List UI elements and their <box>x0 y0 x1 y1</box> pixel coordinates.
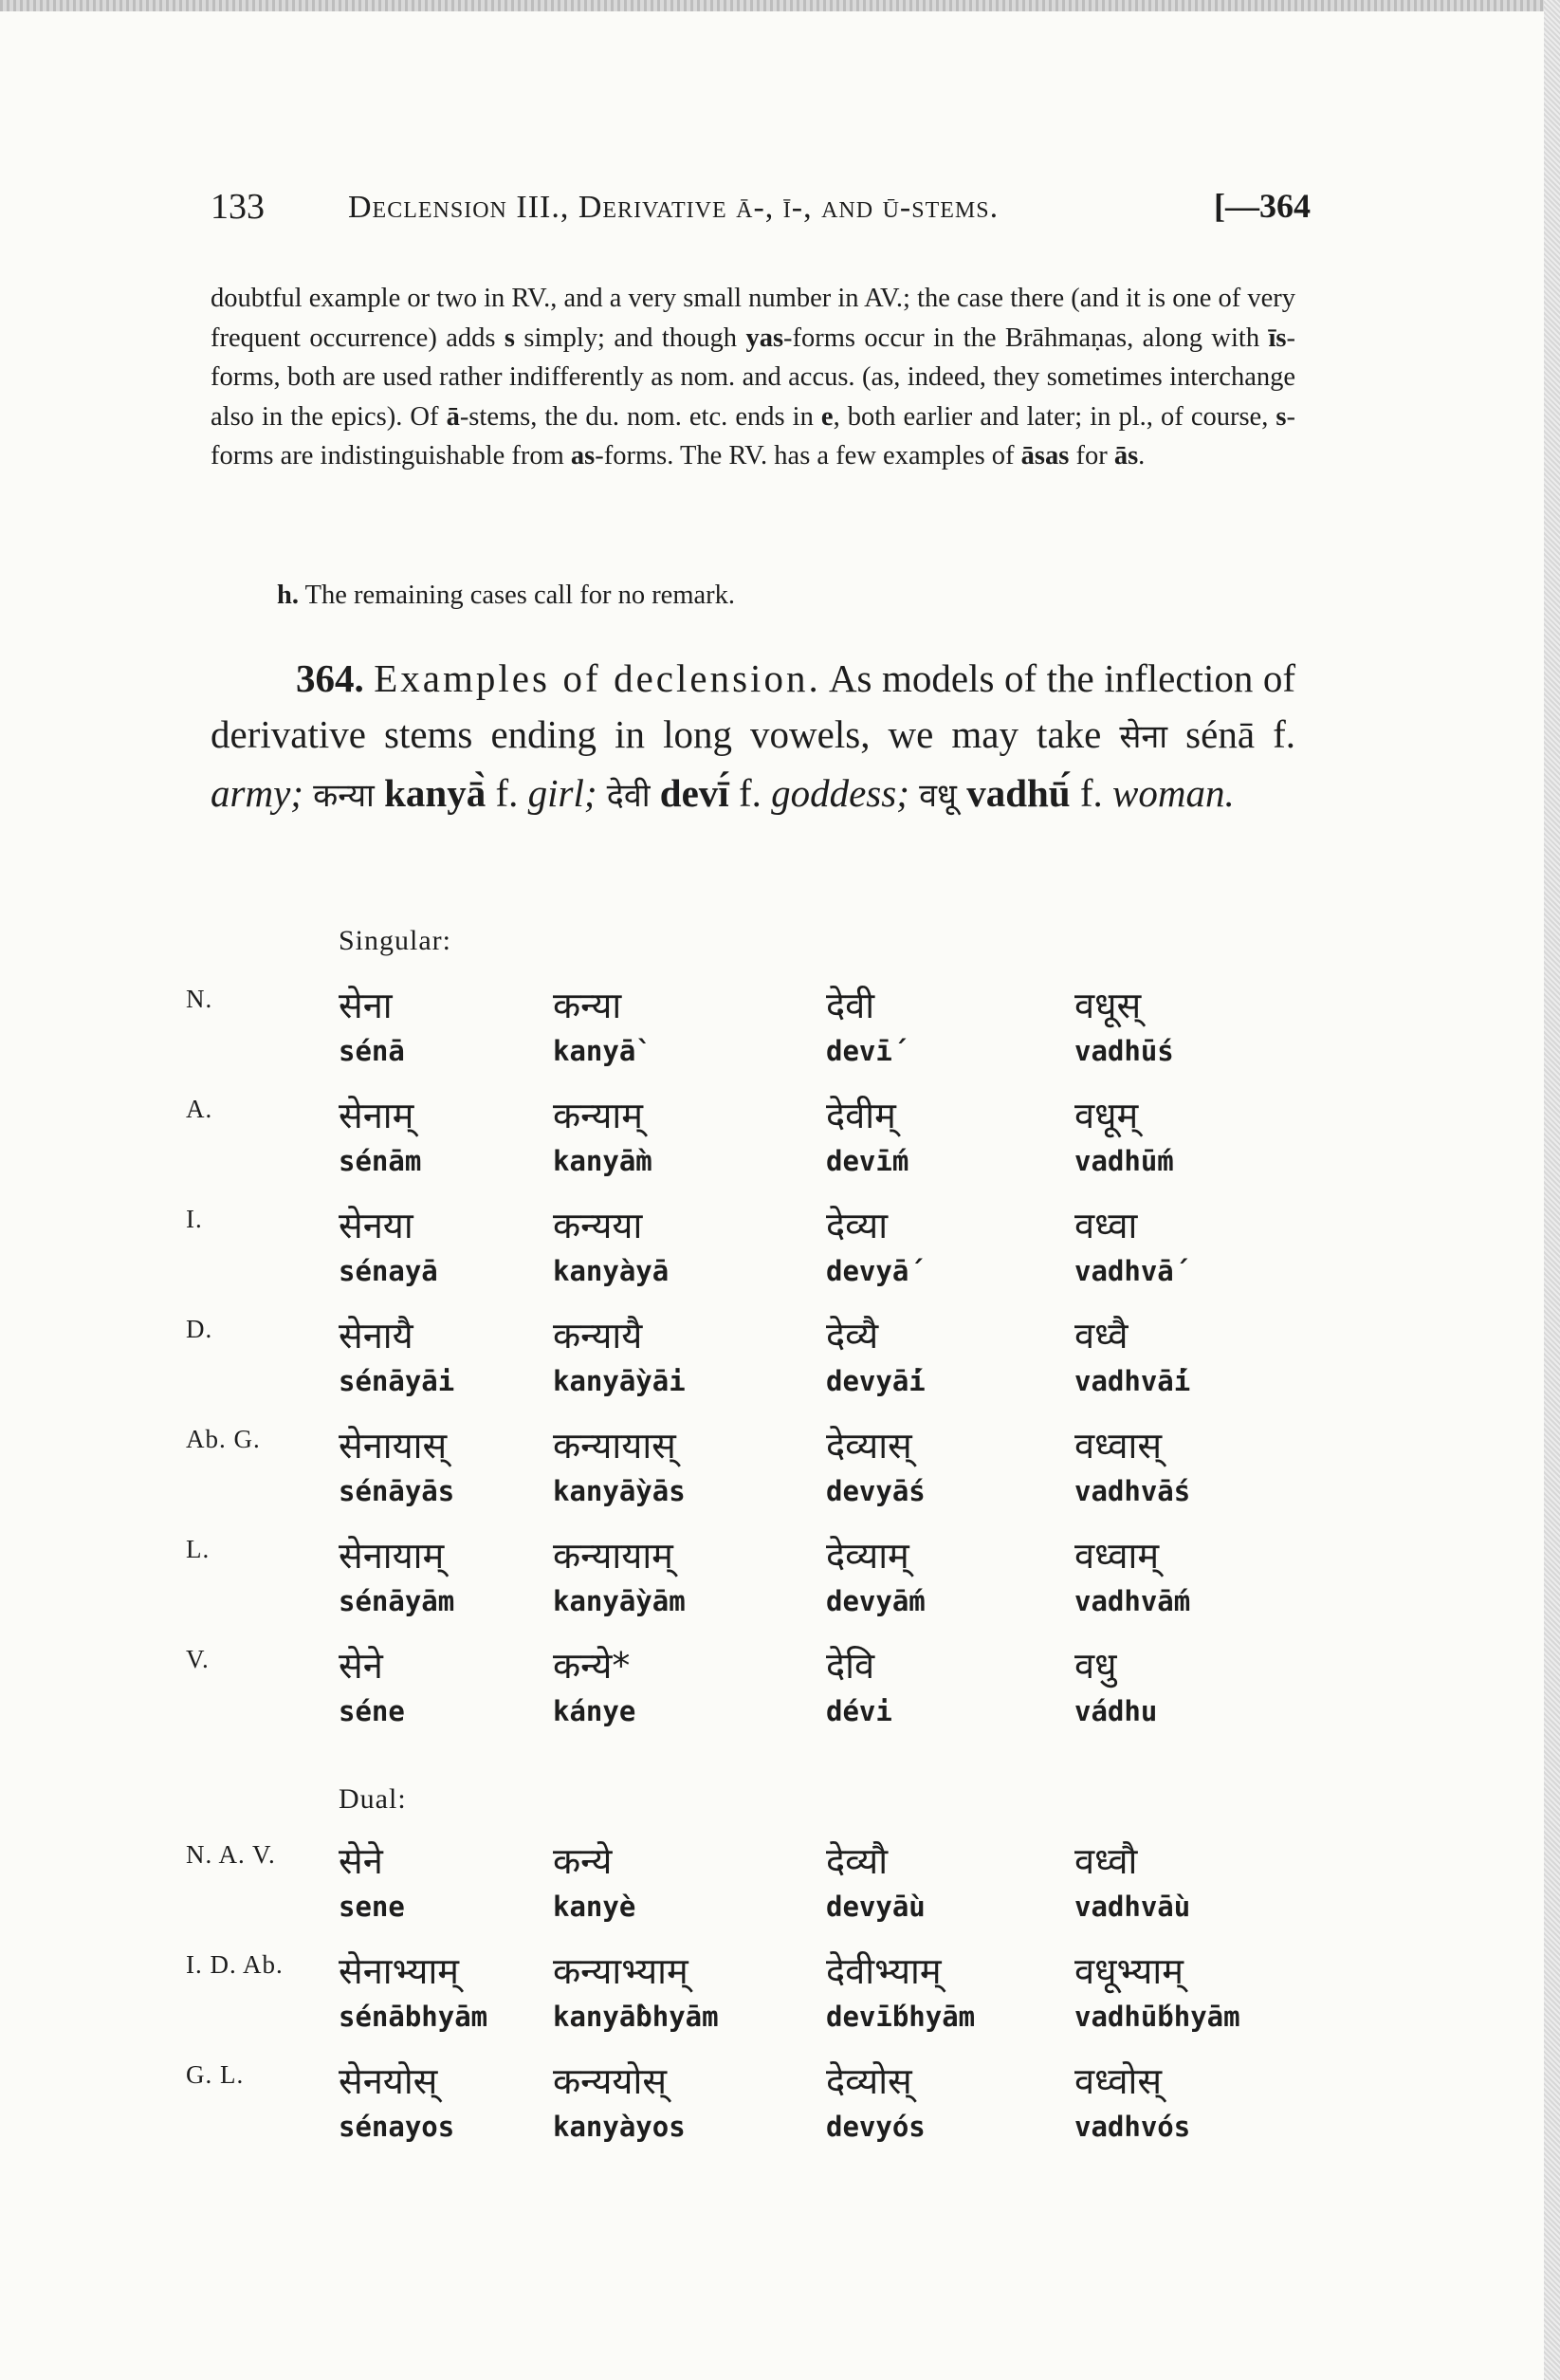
paradigm-cell <box>553 983 799 1068</box>
paradigm-cell <box>1074 1313 1321 1398</box>
paradigm-cell <box>553 1093 799 1178</box>
paradigm-cell <box>553 1838 799 1924</box>
transliteration: vádhu <box>1074 1695 1158 1727</box>
paradigm-cell <box>826 1423 1073 1508</box>
case-label: I. D. Ab. <box>186 1950 284 1979</box>
transliteration: kanyàyos <box>553 2111 686 2143</box>
paradigm-cell <box>339 983 585 1068</box>
devanagari-form: कन्ये <box>553 1840 613 1882</box>
case-label: I. <box>186 1205 203 1233</box>
devanagari-form: वध्वास् <box>1074 1425 1163 1467</box>
devanagari-form: कन्यया <box>553 1205 643 1246</box>
devanagari-form: वध्वौ <box>1074 1840 1138 1882</box>
paradigm-row <box>0 1093 1544 1197</box>
paradigm-cell <box>826 1203 1073 1288</box>
paradigm-row <box>0 1423 1544 1527</box>
paradigm-cell <box>1074 1838 1321 1924</box>
transliteration: kánye <box>553 1695 636 1727</box>
case-label: G. L. <box>186 2060 245 2089</box>
transliteration: sénāyām <box>339 1585 455 1617</box>
transliteration: devī́ <box>826 1035 892 1067</box>
running-title: Declension III., Derivative ā-, ī-, and ū-stems. <box>348 190 1000 225</box>
transliteration: sénāyās <box>339 1475 455 1507</box>
case-label: V. <box>186 1645 210 1673</box>
paradigm-cell <box>1074 1643 1321 1728</box>
transliteration: sénayā <box>339 1255 438 1287</box>
devanagari-form: कन्ययोस् <box>553 2060 668 2102</box>
case-label: L. <box>186 1535 211 1563</box>
paradigm-cell <box>339 1093 585 1178</box>
transliteration: vadhvós <box>1074 2111 1191 2143</box>
transliteration: devyā́m <box>826 1585 926 1617</box>
devanagari-form: देव्यास् <box>826 1425 912 1467</box>
devanagari-form: देव्योस् <box>826 2060 912 2102</box>
transliteration: kanyā̀yās <box>553 1475 686 1507</box>
paradigm-cell <box>553 1423 799 1508</box>
section-364-intro: 364. Examples of declension. As models of the inflection of derivative stems ending in long vowels, we may take सेना sénā f. army; कन्या kanyā̀ f. girl; देवी devī́ f. goddess; वधू vadhū́ f. woman. <box>211 656 1296 815</box>
transliteration: vadhvā̀u <box>1074 1891 1191 1923</box>
transliteration: sénābhyām <box>339 2001 488 2033</box>
devanagari-form: वधूस् <box>1074 985 1142 1026</box>
paradigm-cell <box>826 2058 1073 2144</box>
paradigm-cell <box>339 1643 585 1728</box>
section-heading: Examples of declension. <box>374 656 821 700</box>
paradigm-cell <box>1074 1203 1321 1288</box>
transliteration: kanyè <box>553 1891 636 1923</box>
transliteration: devī́bhyām <box>826 2001 976 2033</box>
transliteration: kanyā̀yāi <box>553 1365 686 1397</box>
devanagari-form: देव्याम् <box>826 1535 909 1577</box>
devanagari-form: वध्वा <box>1074 1205 1138 1246</box>
devanagari-form: देव्यै <box>826 1315 879 1356</box>
paradigm-cell <box>826 1643 1073 1728</box>
paradigm-cell <box>553 1533 799 1618</box>
paradigm-cell <box>339 1203 585 1288</box>
case-label: N. A. V. <box>186 1840 276 1869</box>
devanagari-form: देवीभ्याम् <box>826 1950 942 1992</box>
paradigm-row <box>0 1948 1544 2053</box>
devanagari-form: कन्याभ्याम् <box>553 1950 688 1992</box>
remark-text: The remaining cases call for no remark. <box>298 581 736 610</box>
transliteration: kanyā̀bhyām <box>553 2001 719 2033</box>
transliteration: dévi <box>826 1695 892 1727</box>
paradigm-cell <box>826 1948 1073 2034</box>
devanagari-form: देव्या <box>826 1205 889 1246</box>
devanagari-form: सेनायास् <box>339 1425 448 1467</box>
page-top-edge <box>0 0 1560 11</box>
paradigm-cell <box>826 1313 1073 1398</box>
paradigm-cell <box>553 1203 799 1288</box>
paradigm-cell <box>553 1643 799 1728</box>
paradigm-cell <box>1074 983 1321 1068</box>
paradigm-cell <box>1074 1533 1321 1618</box>
paradigm-cell <box>1074 1423 1321 1508</box>
transliteration: vadhū́bhyām <box>1074 2001 1240 2033</box>
paradigm-row <box>0 1643 1544 1747</box>
paradigm-cell <box>826 1093 1073 1178</box>
case-label: N. <box>186 985 213 1013</box>
devanagari-form: वधूम् <box>1074 1095 1139 1136</box>
devanagari-form: कन्यायै <box>553 1315 643 1356</box>
paradigm-cell <box>339 2058 585 2144</box>
paradigm-cell <box>826 1838 1073 1924</box>
paradigm-cell <box>339 1838 585 1924</box>
paradigm-cell <box>1074 1948 1321 2034</box>
paradigm-row <box>0 2058 1544 2163</box>
paradigm-row <box>0 1203 1544 1307</box>
paradigm-cell <box>339 1948 585 2034</box>
transliteration: vadhū́m <box>1074 1145 1174 1177</box>
paradigm-cell <box>553 2058 799 2144</box>
devanagari-form: सेनयोस् <box>339 2060 438 2102</box>
devanagari-form: सेने <box>339 1645 383 1687</box>
devanagari-form: वधु <box>1074 1645 1117 1687</box>
devanagari-form: सेनया <box>339 1205 413 1246</box>
paradigm-cell <box>553 1313 799 1398</box>
devanagari-form: वध्वाम् <box>1074 1535 1160 1577</box>
devanagari-form: कन्यायाम् <box>553 1535 673 1577</box>
transliteration: sénām <box>339 1145 422 1177</box>
devanagari-form: देवीम् <box>826 1095 896 1136</box>
devanagari-form: सेनाभ्याम् <box>339 1950 460 1992</box>
dual-label: Dual: <box>339 1783 407 1815</box>
remark-label: h. <box>277 581 299 610</box>
transliteration: kanyā̀m <box>553 1145 652 1177</box>
transliteration: devyā́s <box>826 1475 926 1507</box>
transliteration: sene <box>339 1891 405 1923</box>
transliteration: séne <box>339 1695 405 1727</box>
transliteration: kanyā̀yām <box>553 1585 686 1617</box>
devanagari-form: कन्या <box>553 985 622 1026</box>
devanagari-form: कन्यायास् <box>553 1425 676 1467</box>
transliteration: vadhvā́ <box>1074 1255 1174 1287</box>
running-header <box>211 186 1311 233</box>
transliteration: devyā̀u <box>826 1891 926 1923</box>
continued-paragraph: doubtful example or two in RV., and a very small number in AV.; the case there (and it is one of very frequent occurrence) adds s simply; and though yas-forms occur in the Brāhmaṇas, along with īs-forms, both are used rather indifferently as nom. and accus. (as, indeed, they sometimes interchange also in the epics). Of ā-stems, the du. nom. etc. ends in e, both earlier and later; in pl., of course, s-forms are indistinguishable from as-forms. The RV. has a few examples of āsas for ās. <box>211 284 1295 470</box>
section-marker: [—364 <box>1214 187 1311 225</box>
transliteration: vadhvā́m <box>1074 1585 1191 1617</box>
paradigm-row <box>0 1838 1544 1943</box>
devanagari-form: सेनाम् <box>339 1095 414 1136</box>
devanagari-form: कन्ये* <box>553 1645 631 1687</box>
paradigm-cell <box>826 983 1073 1068</box>
case-label: D. <box>186 1315 213 1343</box>
page-edge-shadow <box>1544 0 1560 2380</box>
transliteration: vadhvā́i <box>1074 1365 1191 1397</box>
transliteration: sénāyāi <box>339 1365 455 1397</box>
paradigm-cell <box>553 1948 799 2034</box>
transliteration: vadhvā́s <box>1074 1475 1191 1507</box>
paradigm-cell <box>826 1533 1073 1618</box>
paradigm-cell <box>1074 2058 1321 2144</box>
devanagari-form: सेने <box>339 1840 383 1882</box>
devanagari-form: सेनायै <box>339 1315 413 1356</box>
transliteration: kanyàyā <box>553 1255 670 1287</box>
page-number: 133 <box>211 187 265 227</box>
paradigm-row <box>0 1313 1544 1417</box>
paradigm-row <box>0 983 1544 1087</box>
devanagari-form: देवि <box>826 1645 875 1687</box>
paradigm-cell <box>1074 1093 1321 1178</box>
devanagari-form: सेनायाम् <box>339 1535 445 1577</box>
case-label: A. <box>186 1095 213 1123</box>
paradigm-cell <box>339 1313 585 1398</box>
transliteration: devyā́ <box>826 1255 909 1287</box>
paradigm-cell <box>339 1533 585 1618</box>
paradigm-row <box>0 1533 1544 1637</box>
transliteration: devyós <box>826 2111 926 2143</box>
devanagari-form: देवी <box>826 985 875 1026</box>
transliteration: kanyā̀ <box>553 1035 636 1067</box>
transliteration: devī́m <box>826 1145 909 1177</box>
section-number: 364. <box>296 656 364 700</box>
devanagari-form: कन्याम् <box>553 1095 644 1136</box>
devanagari-form: सेना <box>339 985 393 1026</box>
devanagari-form: वधूभ्याम् <box>1074 1950 1184 1992</box>
devanagari-form: वध्वै <box>1074 1315 1129 1356</box>
remark-h <box>277 581 1130 611</box>
transliteration: vadhū́s <box>1074 1035 1174 1067</box>
devanagari-form: देव्यौ <box>826 1840 889 1882</box>
transliteration: sénayos <box>339 2111 455 2143</box>
case-label: Ab. G. <box>186 1425 261 1453</box>
devanagari-form: वध्वोस् <box>1074 2060 1163 2102</box>
transliteration: sénā <box>339 1035 405 1067</box>
singular-label: Singular: <box>339 925 451 956</box>
paradigm-cell <box>339 1423 585 1508</box>
transliteration: devyā́i <box>826 1365 926 1397</box>
